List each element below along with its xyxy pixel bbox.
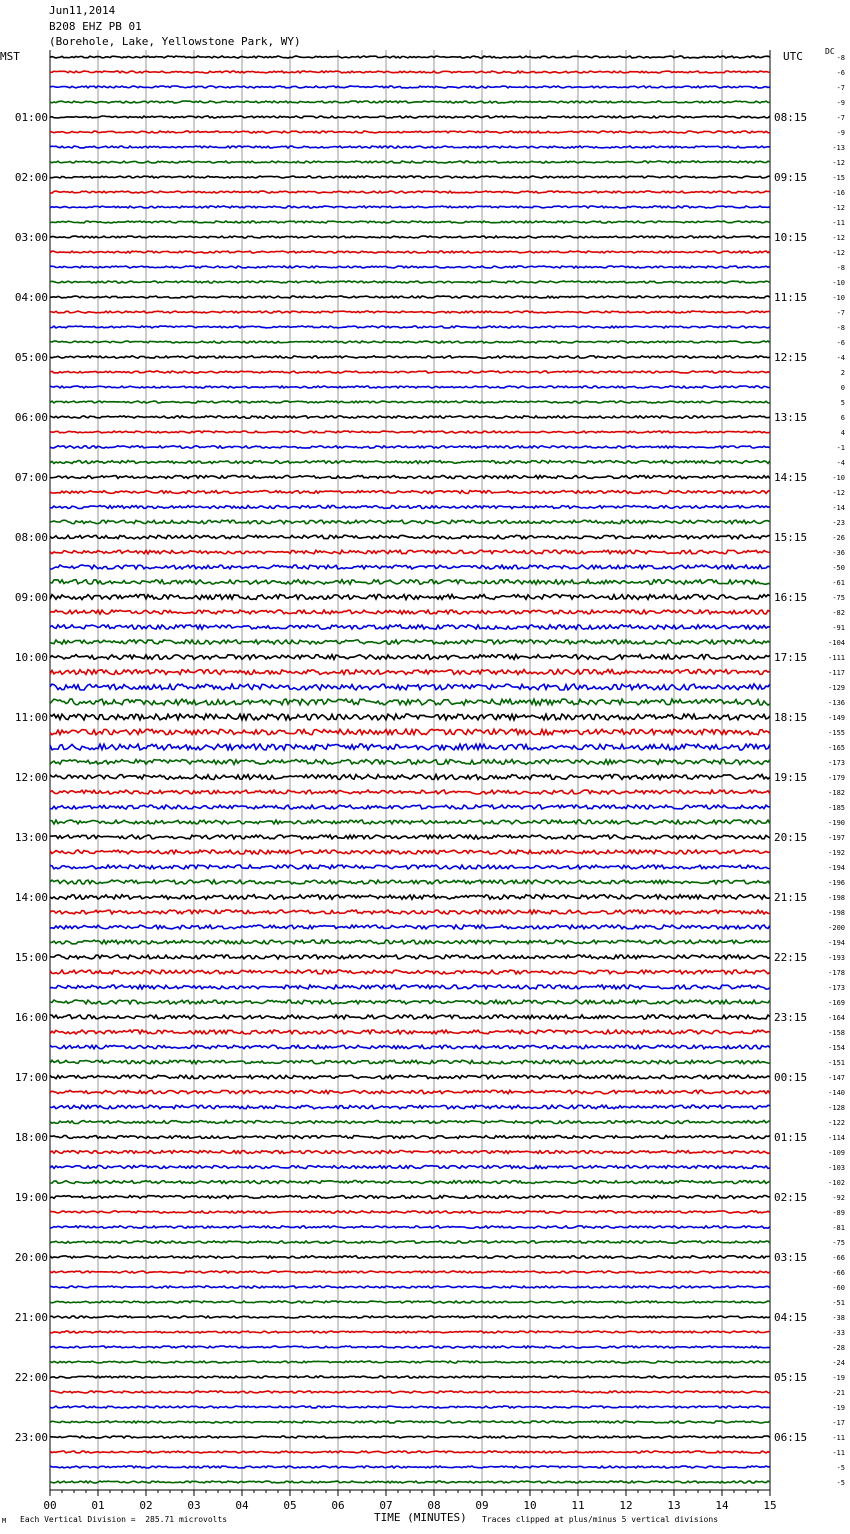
- dc-offset-label: -155: [828, 729, 845, 737]
- dc-offset-label: -81: [832, 1224, 845, 1232]
- dc-offset-label: -26: [832, 534, 845, 542]
- mst-hour-label: 22:00: [14, 1371, 48, 1384]
- seismic-trace: [50, 1241, 770, 1243]
- dc-offset-label: -11: [832, 1449, 845, 1457]
- dc-offset-label: -11: [832, 219, 845, 227]
- seismic-trace: [50, 850, 770, 854]
- seismic-trace: [50, 506, 770, 509]
- seismic-trace: [50, 955, 770, 959]
- dc-offset-label: -11: [832, 1434, 845, 1442]
- dc-offset-label: -8: [836, 264, 845, 272]
- seismic-trace: [50, 1466, 770, 1468]
- seismic-trace: [50, 970, 770, 974]
- seismic-trace: [50, 1196, 770, 1199]
- dc-offset-label: -82: [832, 609, 845, 617]
- seismic-trace: [50, 1015, 770, 1019]
- utc-hour-label: 02:15: [774, 1191, 808, 1204]
- mst-hour-label: 06:00: [14, 411, 48, 424]
- seismic-trace: [50, 790, 770, 794]
- seismic-trace: [50, 655, 770, 660]
- dc-offset-label: -23: [832, 519, 845, 527]
- seismic-trace: [50, 625, 770, 629]
- dc-offset-label: -17: [832, 1419, 845, 1427]
- dc-offset-label: -104: [828, 639, 845, 647]
- utc-hour-label: 06:15: [774, 1431, 808, 1444]
- utc-hour-label: 15:15: [774, 531, 808, 544]
- seismic-trace: [50, 341, 770, 343]
- dc-offset-label: -9: [836, 99, 845, 107]
- seismic-trace: [50, 86, 770, 88]
- mst-hour-label: 11:00: [14, 711, 48, 724]
- dc-offset-label: -12: [832, 159, 845, 167]
- seismic-trace: [50, 251, 770, 253]
- dc-offset-label: -89: [832, 1209, 845, 1217]
- dc-offset-label: -8: [836, 54, 845, 62]
- dc-offset-label: -66: [832, 1269, 845, 1277]
- dc-offset-label: -103: [828, 1164, 845, 1172]
- seismic-trace: [50, 1421, 770, 1423]
- seismic-trace: [50, 446, 770, 448]
- seismic-trace: [50, 401, 770, 403]
- dc-offset-label: 0: [840, 384, 845, 392]
- dc-offset-label: -140: [828, 1089, 845, 1097]
- seismic-trace: [50, 744, 770, 750]
- seismic-trace: [50, 236, 770, 238]
- dc-offset-label: -102: [828, 1179, 845, 1187]
- seismic-trace: [50, 940, 770, 944]
- dc-offset-label: -149: [828, 714, 845, 722]
- seismic-trace: [50, 1060, 770, 1064]
- mst-hour-label: 05:00: [14, 351, 48, 364]
- mst-axis-label: MST: [0, 50, 20, 63]
- axis-labels: [15, 54, 845, 1512]
- dc-offset-label: -128: [828, 1104, 845, 1112]
- dc-offset-label: -12: [832, 204, 845, 212]
- dc-offset-label: -14: [832, 504, 845, 512]
- dc-offset-label: -36: [832, 549, 845, 557]
- x-tick-label: 09: [475, 1499, 489, 1512]
- utc-hour-label: 05:15: [774, 1371, 808, 1384]
- dc-offset-label: 2: [840, 369, 845, 377]
- dc-offset-label: -117: [828, 669, 845, 677]
- plot-date: Jun11,2014: [49, 4, 116, 17]
- seismic-trace: [50, 1181, 770, 1184]
- utc-hour-label: 19:15: [774, 771, 808, 784]
- seismic-trace: [50, 71, 770, 73]
- utc-hour-label: 23:15: [774, 1011, 808, 1024]
- mst-hour-label: 02:00: [14, 171, 48, 184]
- dc-offset-label: -91: [832, 624, 845, 632]
- seismic-trace: [50, 1151, 770, 1154]
- utc-hour-label: 09:15: [774, 171, 808, 184]
- seismic-trace: [50, 1226, 770, 1228]
- dc-offset-label: -194: [828, 939, 845, 947]
- dc-offset-label: -19: [832, 1404, 845, 1412]
- utc-axis-label: UTC: [783, 50, 803, 63]
- seismic-trace: [50, 595, 770, 600]
- seismic-trace: [50, 1090, 770, 1094]
- seismic-trace: [50, 1436, 770, 1438]
- dc-offset-label: -7: [836, 114, 845, 122]
- dc-offset-label: -50: [832, 564, 845, 572]
- dc-offset-label: -179: [828, 774, 845, 782]
- seismic-trace: [50, 805, 770, 809]
- dc-offset-label: -24: [832, 1359, 845, 1367]
- seismic-trace: [50, 1030, 770, 1034]
- dc-offset-label: -4: [836, 459, 845, 467]
- utc-hour-label: 14:15: [774, 471, 808, 484]
- dc-offset-label: -7: [836, 84, 845, 92]
- seismic-trace: [50, 640, 770, 644]
- utc-hour-label: 11:15: [774, 291, 808, 304]
- x-tick-label: 02: [139, 1499, 153, 1512]
- dc-offset-label: -111: [828, 654, 845, 662]
- dc-offset-label: -154: [828, 1044, 845, 1052]
- seismic-trace: [50, 56, 770, 58]
- dc-offset-label: -197: [828, 834, 845, 842]
- dc-offset-label: -12: [832, 234, 845, 242]
- dc-offset-label: -33: [832, 1329, 845, 1337]
- mst-hour-label: 13:00: [14, 831, 48, 844]
- dc-offset-label: -109: [828, 1149, 845, 1157]
- seismic-trace: [50, 176, 770, 178]
- seismic-trace: [50, 535, 770, 539]
- dc-offset-label: -75: [832, 594, 845, 602]
- mst-hour-label: 14:00: [14, 891, 48, 904]
- dc-offset-label: -7: [836, 309, 845, 317]
- seismic-trace: [50, 925, 770, 929]
- dc-offset-label: -196: [828, 879, 845, 887]
- seismic-trace: [50, 895, 770, 900]
- x-tick-label: 11: [571, 1499, 585, 1512]
- seismic-trace: [50, 1331, 770, 1333]
- utc-hour-label: 04:15: [774, 1311, 808, 1324]
- seismic-trace: [50, 116, 770, 118]
- dc-offset-label: -129: [828, 684, 845, 692]
- mst-hour-label: 21:00: [14, 1311, 48, 1324]
- seismic-trace: [50, 266, 770, 268]
- dc-offset-label: 4: [840, 429, 845, 437]
- mst-hour-label: 04:00: [14, 291, 48, 304]
- utc-hour-label: 10:15: [774, 231, 808, 244]
- seismic-trace: [50, 161, 770, 163]
- dc-offset-label: -10: [832, 279, 845, 287]
- dc-offset-label: -6: [836, 339, 845, 347]
- seismic-trace: [50, 416, 770, 418]
- seismic-trace: [50, 910, 770, 914]
- seismic-trace: [50, 684, 770, 690]
- mst-hour-label: 17:00: [14, 1071, 48, 1084]
- logo-mark: M: [2, 1517, 7, 1525]
- dc-offset-label: -10: [832, 474, 845, 482]
- dc-offset-label: -190: [828, 819, 845, 827]
- seismic-trace: [50, 775, 770, 780]
- dc-offset-label: -4: [836, 354, 845, 362]
- dc-offset-label: -60: [832, 1284, 845, 1292]
- dc-offset-label: -136: [828, 699, 845, 707]
- x-tick-label: 00: [43, 1499, 57, 1512]
- seismic-trace: [50, 1346, 770, 1348]
- dc-offset-label: -28: [832, 1344, 845, 1352]
- dc-offset-label: -164: [828, 1014, 845, 1022]
- seismic-trace: [50, 1271, 770, 1273]
- seismic-trace: [50, 714, 770, 720]
- mst-hour-label: 16:00: [14, 1011, 48, 1024]
- seismic-trace: [50, 1121, 770, 1124]
- utc-hour-label: 12:15: [774, 351, 808, 364]
- x-tick-label: 06: [331, 1499, 345, 1512]
- utc-hour-label: 20:15: [774, 831, 808, 844]
- utc-hour-label: 13:15: [774, 411, 808, 424]
- x-tick-label: 01: [91, 1499, 105, 1512]
- seismic-trace: [50, 520, 770, 524]
- utc-hour-label: 03:15: [774, 1251, 808, 1264]
- dc-offset-label: -12: [832, 489, 845, 497]
- utc-hour-label: 17:15: [774, 651, 808, 664]
- utc-hour-label: 18:15: [774, 711, 808, 724]
- seismic-trace: [50, 101, 770, 103]
- dc-offset-label: -1: [836, 444, 845, 452]
- dc-offset-label: -122: [828, 1119, 845, 1127]
- seismic-trace: [50, 311, 770, 313]
- seismic-trace: [50, 296, 770, 298]
- x-tick-label: 08: [427, 1499, 441, 1512]
- dc-offset-label: -19: [832, 1374, 845, 1382]
- seismic-trace: [50, 281, 770, 283]
- seismic-traces: [50, 56, 770, 1483]
- seismic-trace: [50, 729, 770, 735]
- dc-offset-label: -12: [832, 249, 845, 257]
- x-tick-label: 10: [523, 1499, 537, 1512]
- seismic-trace: [50, 580, 770, 585]
- time-axis-label: TIME (MINUTES): [374, 1511, 467, 1524]
- seismic-trace: [50, 1376, 770, 1378]
- dc-offset-label: -173: [828, 759, 845, 767]
- utc-hour-label: 08:15: [774, 111, 808, 124]
- seismic-trace: [50, 191, 770, 193]
- dc-offset-label: -8: [836, 324, 845, 332]
- mst-hour-label: 09:00: [14, 591, 48, 604]
- seismic-trace: [50, 326, 770, 328]
- seismic-trace: [50, 1000, 770, 1004]
- dc-offset-label: -5: [836, 1464, 845, 1472]
- dc-offset-label: -5: [836, 1479, 845, 1487]
- mst-hour-label: 10:00: [14, 651, 48, 664]
- mst-hour-label: 01:00: [14, 111, 48, 124]
- x-tick-label: 13: [667, 1499, 681, 1512]
- seismic-trace: [50, 835, 770, 839]
- seismic-trace: [50, 1391, 770, 1393]
- seismic-trace: [50, 565, 770, 569]
- x-tick-label: 03: [187, 1499, 201, 1512]
- dc-offset-label: -198: [828, 894, 845, 902]
- seismic-trace: [50, 1406, 770, 1408]
- dc-offset-label: -13: [832, 144, 845, 152]
- seismic-trace: [50, 610, 770, 614]
- x-tick-label: 05: [283, 1499, 297, 1512]
- seismic-trace: [50, 1316, 770, 1318]
- seismic-trace: [50, 1211, 770, 1213]
- utc-hour-label: 22:15: [774, 951, 808, 964]
- utc-hour-label: 01:15: [774, 1131, 808, 1144]
- seismic-trace: [50, 1045, 770, 1049]
- seismic-trace: [50, 386, 770, 388]
- dc-offset-label: -75: [832, 1239, 845, 1247]
- x-tick-label: 14: [715, 1499, 729, 1512]
- seismic-trace: [50, 476, 770, 479]
- dc-offset-label: -182: [828, 789, 845, 797]
- dc-offset-label: 6: [840, 414, 845, 422]
- dc-offset-label: -185: [828, 804, 845, 812]
- mst-hour-label: 23:00: [14, 1431, 48, 1444]
- seismic-trace: [50, 356, 770, 358]
- dc-label: DC: [825, 47, 835, 56]
- x-tick-label: 15: [763, 1499, 777, 1512]
- station-location: (Borehole, Lake, Yellowstone Park, WY): [49, 35, 301, 48]
- mst-hour-label: 12:00: [14, 771, 48, 784]
- seismic-trace: [50, 131, 770, 133]
- seismic-trace: [50, 1105, 770, 1109]
- x-tick-label: 07: [379, 1499, 393, 1512]
- utc-hour-label: 00:15: [774, 1071, 808, 1084]
- seismic-trace: [50, 1481, 770, 1483]
- dc-offset-label: -66: [832, 1254, 845, 1262]
- dc-offset-label: -178: [828, 969, 845, 977]
- seismic-trace: [50, 670, 770, 675]
- scale-note: Each Vertical Division = 285.71 microvolts: [20, 1515, 228, 1524]
- mst-hour-label: 20:00: [14, 1251, 48, 1264]
- utc-hour-label: 21:15: [774, 891, 808, 904]
- dc-offset-label: -165: [828, 744, 845, 752]
- seismic-trace: [50, 1286, 770, 1288]
- dc-offset-label: -192: [828, 849, 845, 857]
- seismic-trace: [50, 550, 770, 554]
- dc-offset-label: -151: [828, 1059, 845, 1067]
- dc-offset-label: -194: [828, 864, 845, 872]
- seismic-trace: [50, 1256, 770, 1258]
- seismic-trace: [50, 985, 770, 989]
- seismic-trace: [50, 491, 770, 494]
- dc-offset-label: -198: [828, 909, 845, 917]
- seismic-trace: [50, 431, 770, 433]
- mst-hour-label: 15:00: [14, 951, 48, 964]
- seismic-trace: [50, 1451, 770, 1453]
- dc-offset-label: -9: [836, 129, 845, 137]
- dc-offset-label: -147: [828, 1074, 845, 1082]
- seismic-trace: [50, 1075, 770, 1079]
- seismic-trace: [50, 820, 770, 824]
- mst-hour-label: 03:00: [14, 231, 48, 244]
- seismic-trace: [50, 461, 770, 464]
- seismic-trace: [50, 1136, 770, 1139]
- dc-offset-label: 5: [840, 399, 845, 407]
- seismic-trace: [50, 146, 770, 148]
- dc-offset-label: -10: [832, 294, 845, 302]
- x-tick-label: 12: [619, 1499, 633, 1512]
- dc-offset-label: -158: [828, 1029, 845, 1037]
- clip-note: Traces clipped at plus/minus 5 vertical divisions: [482, 1515, 719, 1524]
- utc-hour-label: 16:15: [774, 591, 808, 604]
- dc-offset-label: -200: [828, 924, 845, 932]
- dc-offset-label: -15: [832, 174, 845, 182]
- mst-hour-label: 18:00: [14, 1131, 48, 1144]
- dc-offset-label: -51: [832, 1299, 845, 1307]
- dc-offset-label: -38: [832, 1314, 845, 1322]
- x-tick-label: 04: [235, 1499, 249, 1512]
- station-code: B208 EHZ PB 01: [49, 20, 142, 33]
- dc-offset-label: -114: [828, 1134, 845, 1142]
- seismic-trace: [50, 1166, 770, 1169]
- seismic-trace: [50, 1301, 770, 1303]
- dc-offset-label: -92: [832, 1194, 845, 1202]
- dc-offset-label: -193: [828, 954, 845, 962]
- mst-hour-label: 08:00: [14, 531, 48, 544]
- mst-hour-label: 07:00: [14, 471, 48, 484]
- mst-hour-label: 19:00: [14, 1191, 48, 1204]
- seismic-trace: [50, 206, 770, 208]
- dc-offset-label: -169: [828, 999, 845, 1007]
- seismic-trace: [50, 1361, 770, 1363]
- seismic-trace: [50, 880, 770, 884]
- dc-offset-label: -6: [836, 69, 845, 77]
- dc-offset-label: -21: [832, 1389, 845, 1397]
- dc-offset-label: -173: [828, 984, 845, 992]
- dc-offset-label: -61: [832, 579, 845, 587]
- seismic-trace: [50, 865, 770, 869]
- seismic-trace: [50, 371, 770, 373]
- dc-offset-label: -16: [832, 189, 845, 197]
- seismic-trace: [50, 699, 770, 705]
- seismic-trace: [50, 221, 770, 223]
- seismic-trace: [50, 760, 770, 765]
